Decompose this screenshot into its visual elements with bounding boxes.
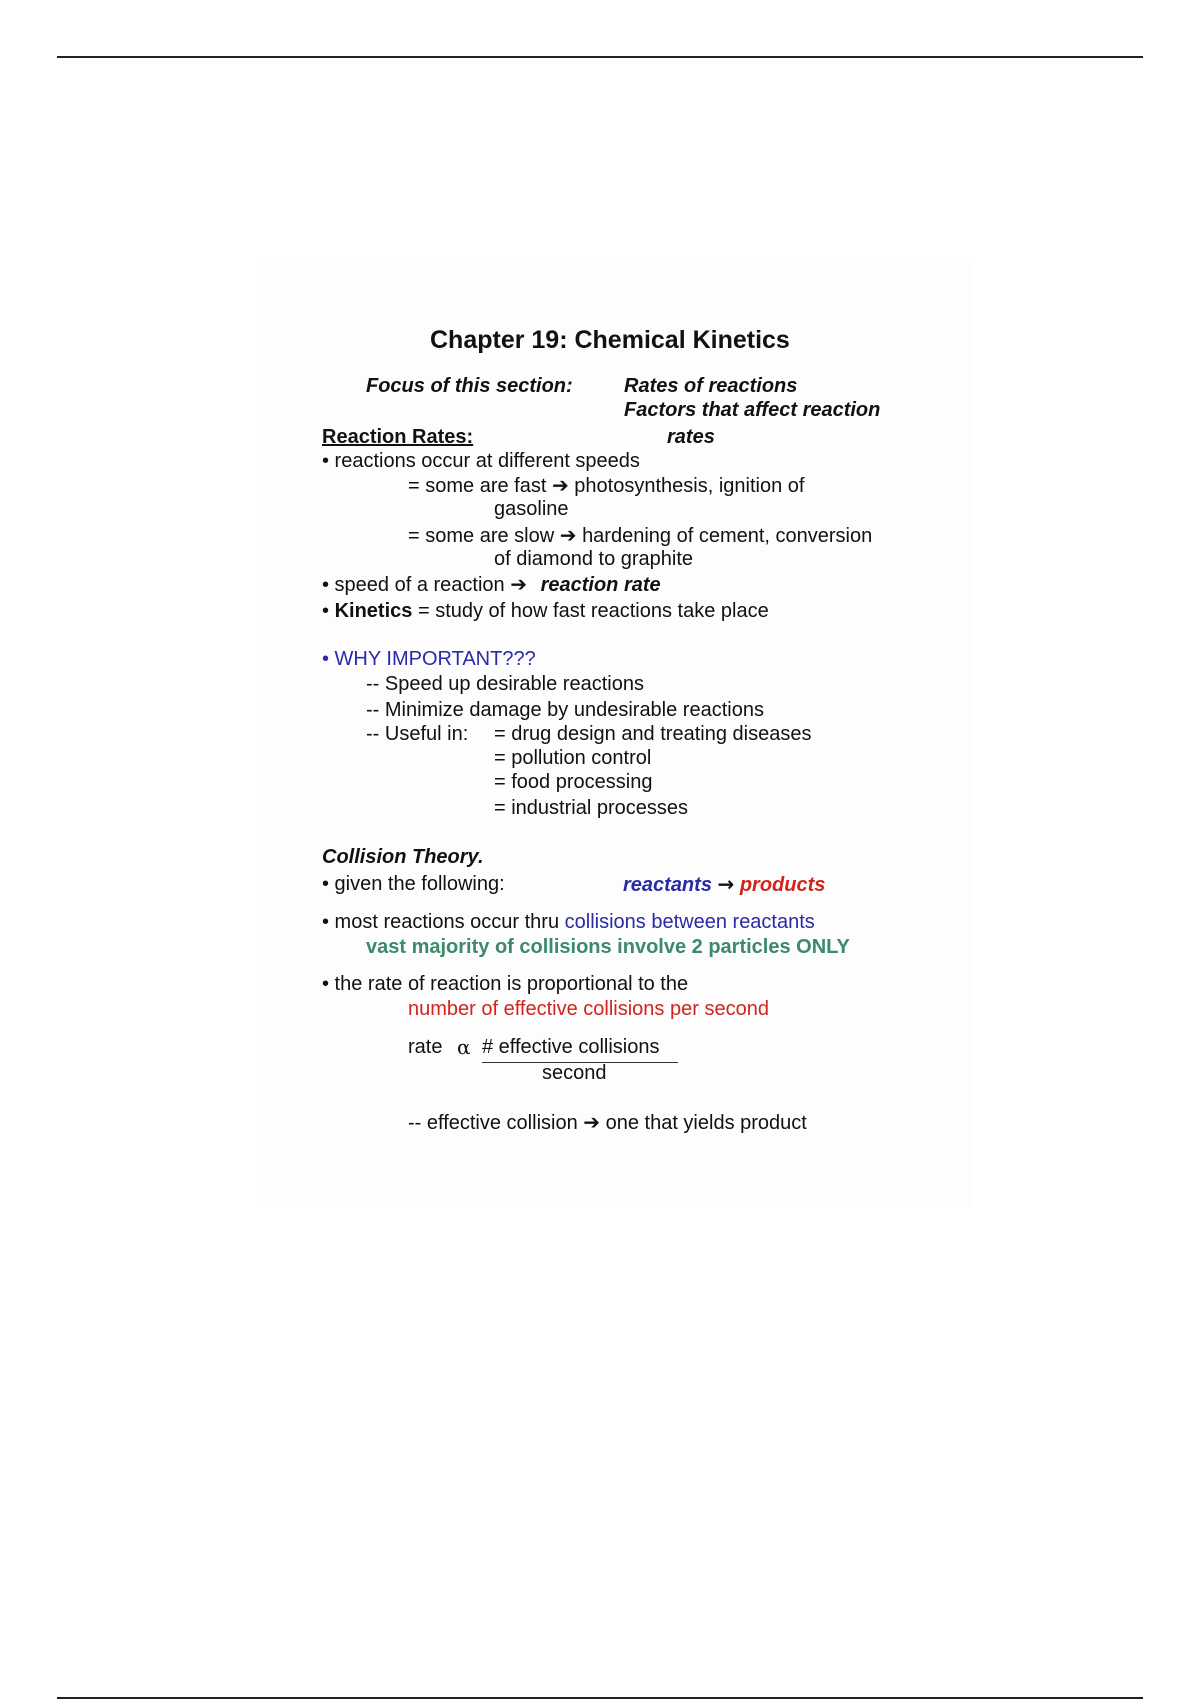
fast-label: = some are fast (408, 475, 547, 497)
reaction-rates-heading: Reaction Rates: (322, 426, 474, 448)
why-item-1: -- Speed up desirable reactions (366, 673, 644, 695)
most-reactions-text: • most reactions occur thru (322, 911, 560, 933)
why-item-3-label: -- Useful in: (366, 723, 469, 745)
most-reactions-line (322, 910, 815, 934)
kinetics-line (322, 599, 769, 623)
proportional-symbol: α (457, 1035, 471, 1059)
collision-theory-heading: Collision Theory. (322, 846, 484, 868)
slow-label: = some are slow (408, 525, 555, 547)
arrow-icon: → (717, 872, 735, 896)
effective-collision-label: -- effective collision (408, 1112, 578, 1134)
use-item: = food processing (494, 771, 653, 793)
page-title: Chapter 19: Chemical Kinetics (430, 326, 790, 354)
kinetics-term: Kinetics (334, 600, 413, 622)
reaction-equation (623, 872, 825, 897)
reactants-term: reactants (623, 874, 712, 896)
fast-examples: photosynthesis, ignition of (574, 475, 805, 497)
fast-examples-cont: gasoline (494, 498, 569, 520)
speed-of-reaction-line (322, 572, 661, 597)
focus-item-1: Rates of reactions (624, 375, 798, 397)
arrow-icon: ➔ (583, 1110, 601, 1134)
effective-collisions-per-second: number of effective collisions per second (408, 998, 769, 1020)
use-item: = drug design and treating diseases (494, 723, 812, 745)
kinetics-bullet: • (322, 600, 330, 622)
arrow-icon: ➔ (510, 572, 528, 596)
formula-rate: rate (408, 1036, 443, 1058)
focus-item-2: Factors that affect reaction (624, 399, 881, 421)
slow-reactions-line (408, 523, 872, 548)
use-item: = pollution control (494, 747, 652, 769)
given-following: • given the following: (322, 873, 505, 895)
top-rule (57, 56, 1143, 58)
reaction-rate-term: reaction rate (540, 574, 661, 596)
why-important-heading: • WHY IMPORTANT??? (322, 648, 536, 670)
arrow-icon: ➔ (551, 473, 569, 497)
use-item: = industrial processes (494, 797, 688, 819)
why-item-2: -- Minimize damage by undesirable reactions (366, 699, 764, 721)
slow-examples: hardening of cement, conversion (582, 525, 873, 547)
vast-majority-note: vast majority of collisions involve 2 particles ONLY (366, 936, 850, 958)
formula-numerator: # effective collisions (482, 1036, 660, 1058)
effective-collision-meaning: one that yields product (605, 1112, 807, 1134)
rate-proportional-line: • the rate of reaction is proportional to the (322, 973, 689, 995)
speed-label: • speed of a reaction (322, 574, 505, 596)
kinetics-definition: = study of how fast reactions take place (417, 600, 769, 622)
focus-item-2-cont: rates (667, 426, 715, 448)
products-term: products (739, 874, 826, 896)
bullet-different-speeds: • reactions occur at different speeds (322, 450, 640, 472)
arrow-icon: ➔ (559, 523, 577, 547)
bottom-rule (57, 1697, 1143, 1699)
fast-reactions-line (408, 473, 804, 498)
collisions-between-reactants: collisions between reactants (564, 911, 815, 933)
effective-collision-definition (408, 1110, 807, 1135)
formula-denominator: second (542, 1062, 607, 1084)
focus-label: Focus of this section: (366, 375, 573, 397)
slow-examples-cont: of diamond to graphite (494, 548, 694, 570)
